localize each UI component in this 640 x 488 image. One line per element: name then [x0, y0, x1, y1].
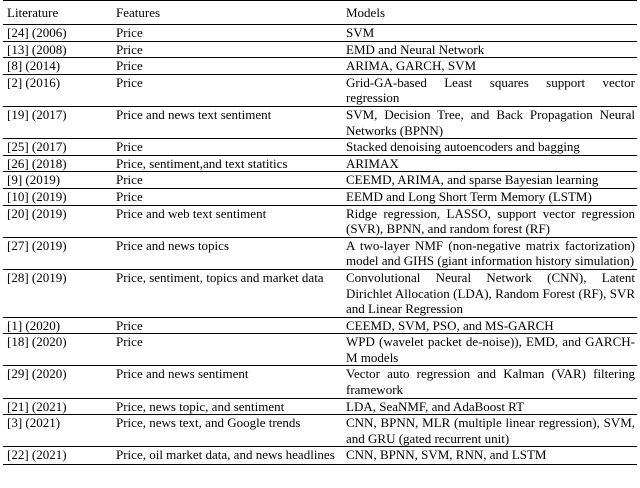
cell-models: A two-layer NMF (non-negative matrix factorization) model and GIHS (giant information history simulation) [342, 237, 637, 269]
cell-features: Price [112, 41, 342, 58]
table-row [3, 334, 637, 366]
cell-literature: [18] (2020) [3, 334, 112, 366]
cell-models: EMD and Neural Network [342, 41, 637, 58]
cell-models: Vector auto regression and Kalman (VAR) filtering framework [342, 366, 637, 398]
cell-models: Ridge regression, LASSO, support vector regression (SVR), BPNN, and random forest (RF) [342, 205, 637, 237]
literature-table [3, 0, 637, 465]
table-row [3, 188, 637, 205]
cell-models: ARIMAX [342, 155, 637, 172]
cell-models: SVM [346, 25, 375, 40]
table-header [3, 1, 637, 25]
cell-models: CEEMD, ARIMA, and sparse Bayesian learning [342, 172, 637, 189]
cell-features: Price [112, 172, 342, 189]
cell-models: ARIMA, GARCH, SVM [342, 58, 637, 75]
cell-features: Price, sentiment, topics and market data [112, 269, 342, 317]
cell-literature: [19] (2017) [3, 106, 112, 138]
header-models: Models [342, 1, 637, 25]
cell-models: LDA, SeaNMF, and AdaBoost RT [342, 398, 637, 415]
table-row [3, 205, 637, 237]
cell-literature: [27] (2019) [3, 237, 112, 269]
cell-models: SVM, Decision Tree, and Back Propagation Neural Networks (BPNN) [342, 106, 637, 138]
cell-literature: [1] (2020) [3, 317, 112, 334]
cell-literature: [9] (2019) [3, 172, 112, 189]
cell-literature: [26] (2018) [3, 155, 112, 172]
cell-features: Price [112, 334, 342, 366]
cell-models: CEEMD, SVM, PSO, and MS-GARCH [342, 317, 637, 334]
cell-models: Stacked denoising autoencoders and bagging [342, 139, 637, 156]
table-row [3, 172, 637, 189]
cell-literature: [10] (2019) [3, 188, 112, 205]
cell-literature: [24] (2006) [7, 25, 67, 40]
cell-literature: [2] (2016) [3, 74, 112, 106]
cell-literature: [25] (2017) [3, 139, 112, 156]
cell-models: Convolutional Neural Network (CNN), Latent Dirichlet Allocation (LDA), Random Forest (RF), SVR and Linear Regression [342, 269, 637, 317]
cell-models: Grid-GA-based Least squares support vector regression [342, 74, 637, 106]
cell-literature: [3] (2021) [3, 415, 112, 447]
cell-models: CNN, BPNN, SVM, RNN, and LSTM [342, 447, 637, 465]
cell-features: Price [112, 74, 342, 106]
cell-features: Price [116, 25, 143, 40]
cell-models: CNN, BPNN, MLR (multiple linear regression), SVM, and GRU (gated recurrent unit) [342, 415, 637, 447]
cell-features: Price and news text sentiment [112, 106, 342, 138]
table-row [3, 398, 637, 415]
cell-literature: [8] (2014) [3, 58, 112, 75]
cell-features: Price [112, 139, 342, 156]
cell-literature: [13] (2008) [3, 41, 112, 58]
cell-models: WPD (wavelet packet de-noise)), EMD, and GARCH-M models [342, 334, 637, 366]
cell-features: Price and news topics [112, 237, 342, 269]
header-features: Features [112, 1, 342, 25]
header-literature: Literature [3, 1, 112, 25]
cell-literature: [28] (2019) [3, 269, 112, 317]
cell-features: Price, news topic, and sentiment [112, 398, 342, 415]
table-row [3, 415, 637, 447]
table-row [3, 317, 637, 334]
cell-literature: [21] (2021) [3, 398, 112, 415]
cell-features: Price and web text sentiment [112, 205, 342, 237]
table-row [3, 25, 637, 42]
cell-models: EEMD and Long Short Term Memory (LSTM) [342, 188, 637, 205]
table-row [3, 366, 637, 398]
cell-features: Price, news text, and Google trends [112, 415, 342, 447]
table-row [3, 447, 637, 465]
table-body [3, 25, 637, 465]
table-row [3, 58, 637, 75]
cell-literature: [29] (2020) [3, 366, 112, 398]
table-row [3, 74, 637, 106]
cell-features: Price [112, 317, 342, 334]
table-row [3, 237, 637, 269]
table-row [3, 106, 637, 138]
cell-features: Price, sentiment,and text statitics [112, 155, 342, 172]
table-row [3, 139, 637, 156]
table-row [3, 269, 637, 317]
cell-features: Price and news sentiment [112, 366, 342, 398]
table-row [3, 41, 637, 58]
cell-literature: [22] (2021) [3, 447, 112, 465]
table-row [3, 155, 637, 172]
cell-features: Price [112, 58, 342, 75]
header-row [3, 1, 637, 25]
cell-literature: [20] (2019) [3, 205, 112, 237]
cell-features: Price, oil market data, and news headlines [112, 447, 342, 465]
cell-features: Price [112, 188, 342, 205]
